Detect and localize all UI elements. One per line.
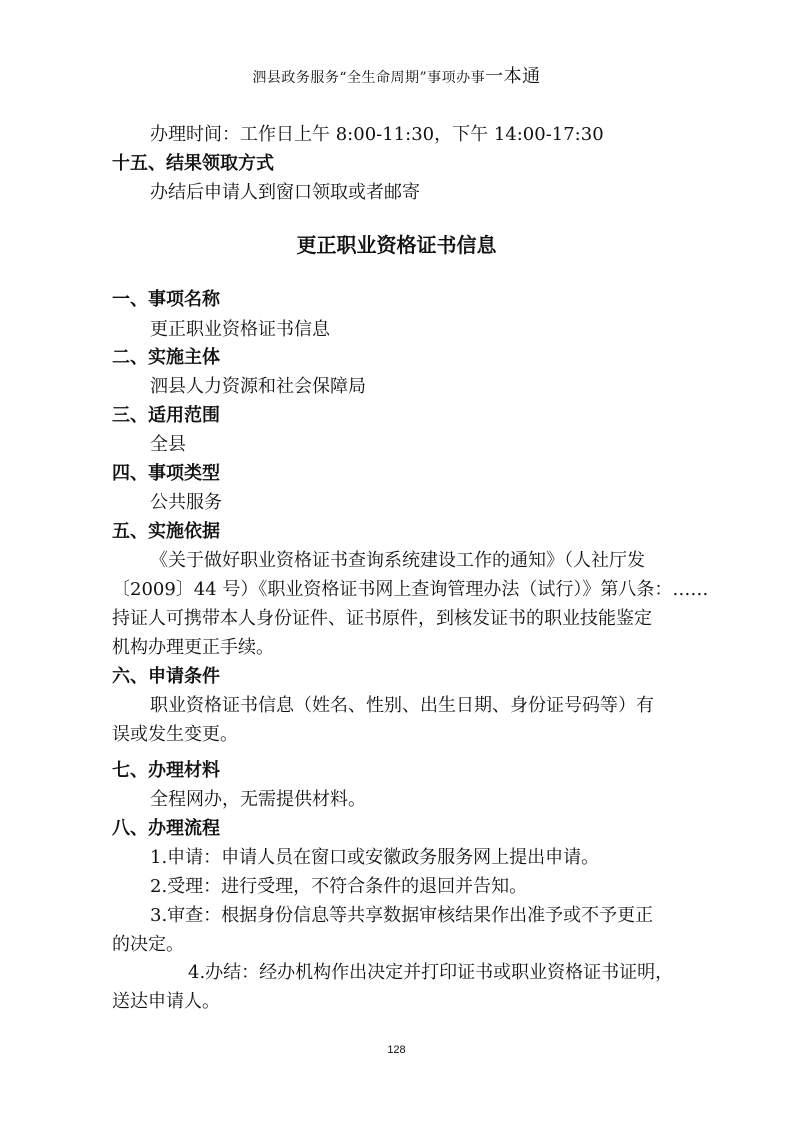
section-7-text: 全程网办，无需提供材料。	[150, 789, 366, 810]
section-4-text: 公共服务	[150, 492, 222, 513]
section-5-line-3: 持证人可携带本人身份证件、证书原件，到核发证书的职业技能鉴定	[112, 608, 652, 629]
process-step-3-line-1: 3.审查：根据身份信息等共享数据审核结果作出准予或不予更正	[150, 905, 654, 926]
section-6-line-2: 误或发生变更。	[112, 724, 238, 745]
section-6-line-1: 职业资格证书信息（姓名、性别、出生日期、身份证号码等）有	[150, 695, 654, 716]
section-1-heading: 一、事项名称	[112, 289, 220, 310]
process-step-1: 1.申请：申请人员在窗口或安徽政务服务网上提出申请。	[150, 847, 600, 868]
section-5-line-1: 《关于做好职业资格证书查询系统建设工作的通知》（人社厅发	[150, 550, 645, 571]
document-title: 更正职业资格证书信息	[296, 233, 497, 257]
section-5-heading: 五、实施依据	[112, 521, 220, 542]
section-15-text: 办结后申请人到窗口领取或者邮寄	[150, 182, 420, 203]
section-1-text: 更正职业资格证书信息	[150, 319, 330, 340]
page-number: 128	[387, 1044, 406, 1056]
section-5-line-4: 机构办理更正手续。	[112, 637, 274, 658]
section-5-line-2: 〔2009〕44 号）《职业资格证书网上查询管理办法（试行）》第八条：……	[112, 579, 709, 600]
process-step-3-line-2: 的决定。	[112, 934, 184, 955]
section-8-heading: 八、办理流程	[112, 818, 220, 839]
section-15-heading: 十五、结果领取方式	[112, 153, 274, 174]
process-step-2: 2.受理：进行受理，不符合条件的退回并告知。	[150, 876, 528, 897]
process-step-4-line-2: 送达申请人。	[112, 991, 220, 1012]
section-2-text: 泗县人力资源和社会保障局	[150, 376, 366, 397]
office-hours: 办理时间：工作日上午 8:00-11:30，下午 14:00-17:30	[150, 124, 604, 145]
section-3-heading: 三、适用范围	[112, 405, 220, 426]
running-header	[0, 62, 793, 88]
header-text-large: 一本通	[485, 66, 541, 87]
process-step-4-line-1: 4.办结：经办机构作出决定并打印证书或职业资格证书证明，	[188, 962, 674, 983]
section-4-heading: 四、事项类型	[112, 463, 220, 484]
section-3-text: 全县	[150, 434, 186, 455]
section-2-heading: 二、实施主体	[112, 347, 220, 368]
header-text: 泗县政务服务“全生命周期”事项办事	[252, 70, 486, 86]
section-6-heading: 六、申请条件	[112, 666, 220, 687]
section-7-heading: 七、办理材料	[112, 760, 220, 781]
